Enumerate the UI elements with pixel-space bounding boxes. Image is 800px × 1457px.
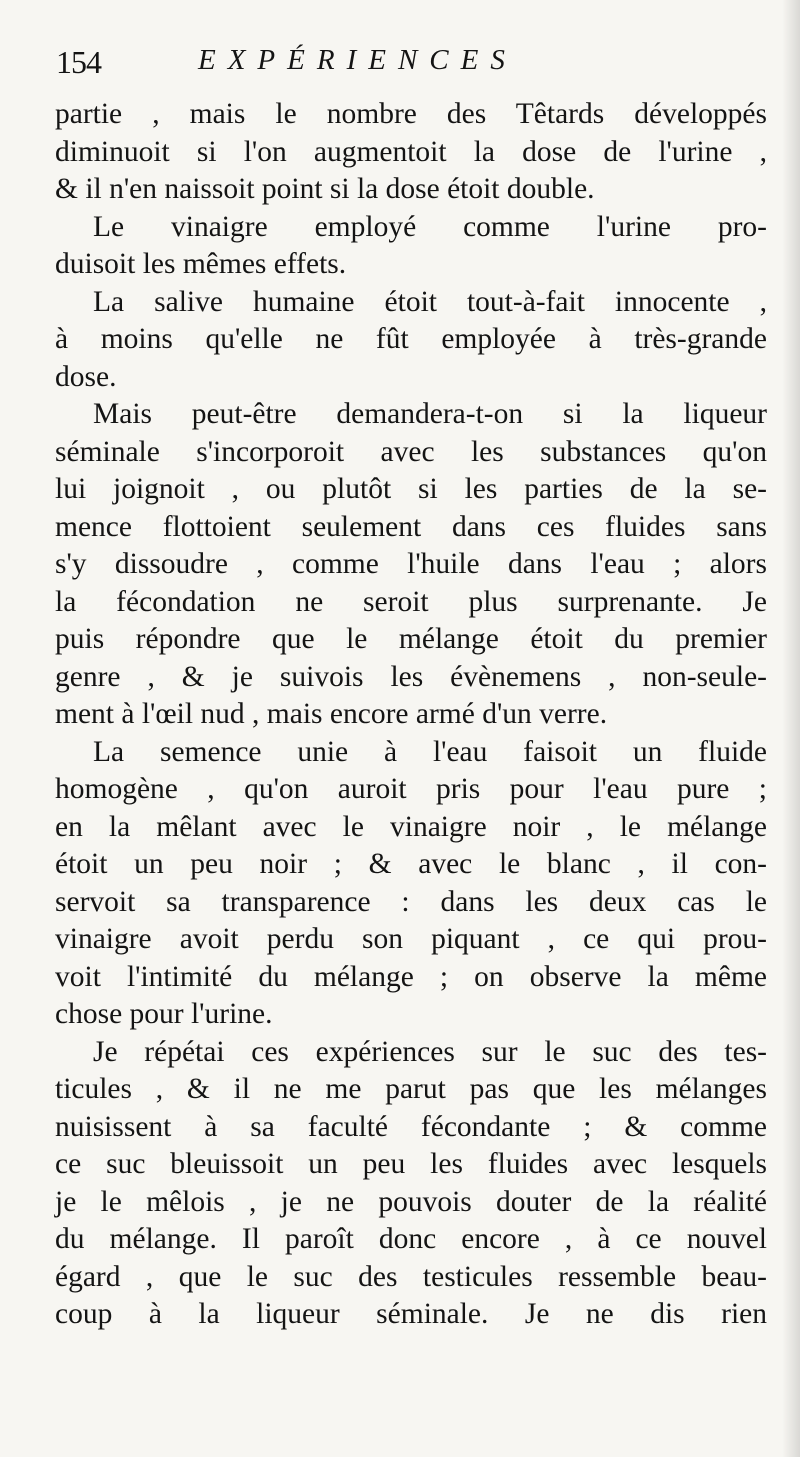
text-line: vinaigre avoit perdu son piquant , ce qui prou- <box>55 923 767 955</box>
text-line: lui joignoit , ou plutôt si les parties de la se- <box>55 473 767 505</box>
text-line: mence flottoient seulement dans ces fluides sans <box>55 510 767 543</box>
text-line: chose pour l'urine. <box>55 998 273 1030</box>
text-line: voit l'intimité du mélange ; on observe la même <box>55 960 767 993</box>
text-line: Mais peut-être demandera-t-on si la liqueur <box>93 398 767 430</box>
text-line: Je répétai ces expériences sur le suc des tes- <box>93 1035 767 1068</box>
text-line: & il n'en naissoit point si la dose étoit double. <box>55 173 595 205</box>
text-line: étoit un peu noir ; & avec le blanc , il con- <box>55 848 767 880</box>
text-line: La salive humaine étoit tout-à-fait innocente , <box>93 285 767 318</box>
text-line: en la mêlant avec le vinaigre noir , le mélange <box>55 810 767 843</box>
text-line: coup à la liqueur séminale. Je ne dis rien <box>55 1298 767 1330</box>
body-text <box>55 96 767 1334</box>
text-line: égard , que le suc des testicules ressemble beau- <box>55 1260 767 1293</box>
text-line: je le mêlois , je ne pouvois douter de la réalité <box>55 1185 767 1218</box>
text-line: duisoit les mêmes effets. <box>55 248 347 280</box>
text-line: partie , mais le nombre des Têtards développés <box>55 98 767 130</box>
text-line: La semence unie à l'eau faisoit un fluide <box>93 735 767 768</box>
text-line: dose. <box>55 360 117 393</box>
page-spine-shadow <box>782 0 800 1457</box>
page-header <box>56 40 596 86</box>
text-line: du mélange. Il paroît donc encore , à ce nouvel <box>55 1223 767 1255</box>
text-line: diminuoit si l'on augmentoit la dose de l'urine , <box>55 135 767 168</box>
text-line: genre , & je suivois les évènemens , non-seule- <box>55 660 767 693</box>
text-line: homogène , qu'on auroit pris pour l'eau pure ; <box>55 773 767 805</box>
text-line: nuisissent à sa faculté fécondante ; & comme <box>55 1110 767 1143</box>
page-number: 154 <box>56 44 101 80</box>
text-line: s'y dissoudre , comme l'huile dans l'eau ; alors <box>55 548 767 580</box>
text-line: séminale s'incorporoit avec les substances qu'on <box>55 435 767 468</box>
text-line: ce suc bleuissoit un peu les fluides avec lesquels <box>55 1148 767 1180</box>
text-line: la fécondation ne seroit plus surprenante. Je <box>55 585 767 618</box>
text-line: ment à l'œil nud , mais encore armé d'un verre. <box>55 698 608 730</box>
text-line: servoit sa transparence : dans les deux cas le <box>55 885 767 918</box>
text-line: ticules , & il ne me parut pas que les mélanges <box>55 1073 767 1105</box>
text-line: Le vinaigre employé comme l'urine pro- <box>93 210 767 243</box>
running-head: EXPÉRIENCES <box>198 44 517 76</box>
text-line: à moins qu'elle ne fût employée à très-grande <box>55 323 767 355</box>
text-line: puis répondre que le mélange étoit du premier <box>55 623 767 655</box>
